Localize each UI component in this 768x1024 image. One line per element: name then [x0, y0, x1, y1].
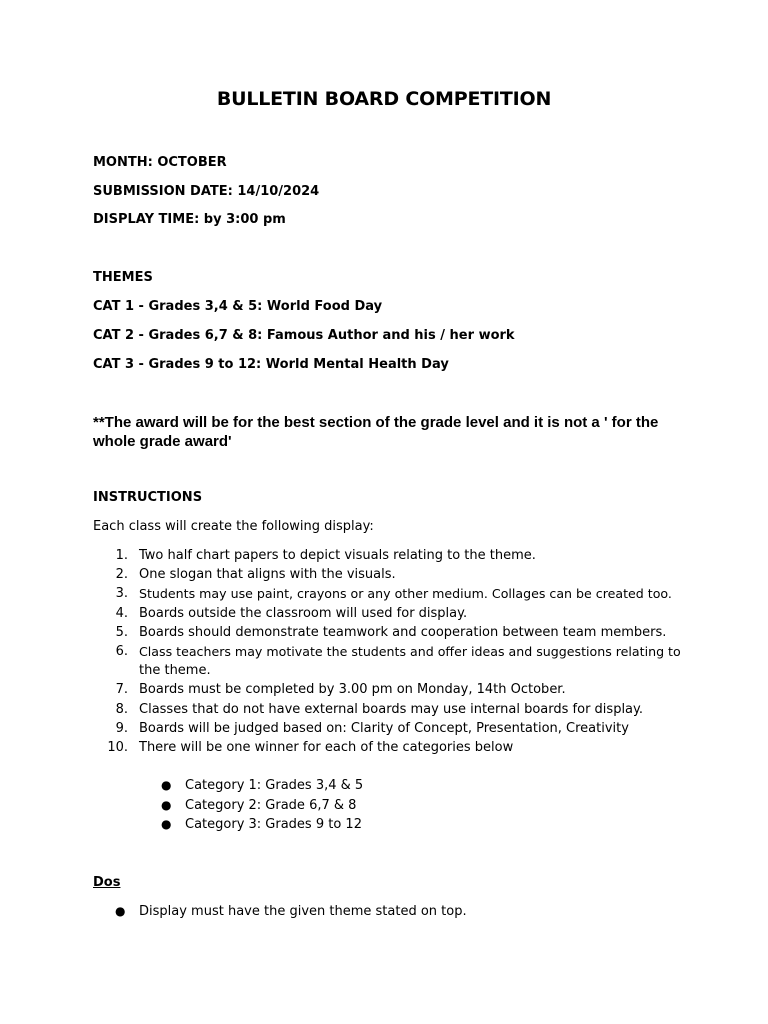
list-item-text: Display must have the given theme stated on top. [139, 904, 467, 919]
dos-heading: Dos [93, 875, 121, 890]
list-item-number: 9. [115, 721, 128, 736]
list-item-text: Boards must be completed by 3.00 pm on Monday, 14th October. [139, 682, 566, 697]
list-item-number: 5. [115, 625, 128, 640]
list-item-number: 7. [115, 682, 128, 697]
bullet-icon: ● [115, 904, 126, 918]
list-item-number: 6. [115, 644, 128, 659]
list-item-number: 2. [115, 567, 128, 582]
list-item-number: 4. [115, 606, 128, 621]
list-item-text: Classes that do not have external boards may use internal boards for display. [139, 702, 643, 717]
list-item-text: Boards should demonstrate teamwork and cooperation between team members. [139, 625, 667, 640]
list-item-text: Category 1: Grades 3,4 & 5 [185, 778, 364, 793]
month-line: MONTH: OCTOBER [93, 155, 227, 170]
list-item-text-continued: the theme. [139, 663, 211, 678]
theme-cat-1: CAT 1 - Grades 3,4 & 5: World Food Day [93, 299, 383, 314]
list-item-text: Students may use paint, crayons or any other medium. Collages can be created too. [139, 586, 672, 601]
instructions-intro: Each class will create the following display: [93, 519, 374, 534]
award-note: **The award will be for the best section of the grade level and it is not a ' for the whole grade award' [93, 414, 659, 450]
list-item-number: 1. [115, 548, 128, 563]
list-item-text: Two half chart papers to depict visuals relating to the theme. [139, 548, 536, 563]
list-item-text: Class teachers may motivate the students and offer ideas and suggestions relating to [139, 644, 681, 659]
list-item-text: Boards will be judged based on: Clarity of Concept, Presentation, Creativity [139, 721, 629, 736]
submission-date-line: SUBMISSION DATE: 14/10/2024 [93, 184, 320, 199]
instructions-heading: INSTRUCTIONS [93, 490, 203, 505]
display-time-line: DISPLAY TIME: by 3:00 pm [93, 212, 286, 227]
list-item-text: Category 3: Grades 9 to 12 [185, 817, 362, 832]
list-item-number: 8. [115, 702, 128, 717]
list-item-text: Category 2: Grade 6,7 & 8 [185, 798, 357, 813]
bullet-icon: ● [161, 798, 172, 812]
list-item-text: There will be one winner for each of the categories below [139, 740, 514, 755]
list-item-text: Boards outside the classroom will used for display. [139, 606, 468, 621]
document-title: BULLETIN BOARD COMPETITION [216, 88, 552, 110]
bullet-icon: ● [161, 817, 172, 831]
themes-heading: THEMES [93, 270, 153, 285]
list-item-text: One slogan that aligns with the visuals. [139, 567, 396, 582]
theme-cat-3: CAT 3 - Grades 9 to 12: World Mental Health Day [93, 357, 449, 372]
bullet-icon: ● [161, 778, 172, 792]
list-item-number: 3. [115, 586, 128, 601]
theme-cat-2: CAT 2 - Grades 6,7 & 8: Famous Author and his / her work [93, 328, 515, 343]
list-item-number: 10. [107, 740, 128, 755]
